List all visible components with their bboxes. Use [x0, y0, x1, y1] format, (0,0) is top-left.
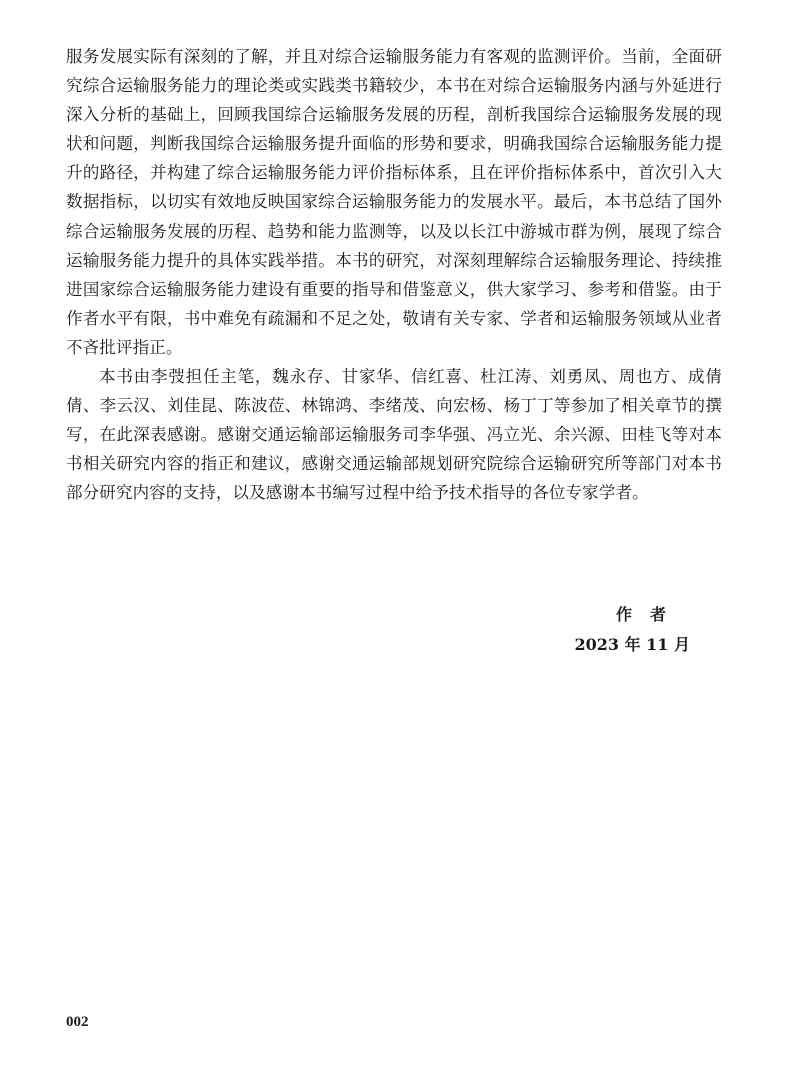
signature-date: 2023 年 11 月 — [574, 635, 690, 654]
paragraph-continuation: 服务发展实际有深刻的了解，并且对综合运输服务能力有客观的监测评价。当前，全面研究综合运输服务能力的理论类或实践类书籍较少，本书在对综合运输服务内涵与外延进行深入分析的基础上，回顾我国综合运输服务发展的历程，剖析我国综合运输服务发展的现状和问题，判断我国综合运输服务提升面临的形势和要求，明确我国综合运输服务能力提升的路径，并构建了综合运输服务能力评价指标体系，且在评价指标体系中，首次引入大数据指标，以切实有效地反映国家综合运输服务能力的发展水平。最后，本书总结了国外综合运输服务发展的历程、趋势和能力监测等，以及以长江中游城市群为例，展现了综合运输服务能力提升的具体实践举措。本书的研究，对深刻理解综合运输服务理论、持续推进国家综合运输服务能力建设有重要的指导和借鉴意义，供大家学习、参考和借鉴。由于作者水平有限，书中难免有疏漏和不足之处，敬请有关专家、学者和运输服务领域从业者不吝批评指正。 — [66, 47, 722, 357]
page-number: 002 — [66, 1014, 89, 1030]
preface-body — [66, 42, 722, 508]
signature-author: 作者 — [615, 605, 684, 624]
paragraph-acknowledgements: 本书由李弢担任主笔，魏永存、甘家华、信红喜、杜江涛、刘勇凤、周也方、成倩倩、李云汉、刘佳昆、陈波莅、林锦鸿、李绪茂、向宏杨、杨丁丁等参加了相关章节的撰写，在此深表感谢。感谢交通运输部运输服务司李华强、冯立光、余兴源、田桂飞等对本书相关研究内容的指正和建议，感谢交通运输部规划研究院综合运输研究所等部门对本书部分研究内容的支持，以及感谢本书编写过程中给予技术指导的各位专家学者。 — [66, 367, 722, 503]
signature-block — [574, 600, 690, 660]
